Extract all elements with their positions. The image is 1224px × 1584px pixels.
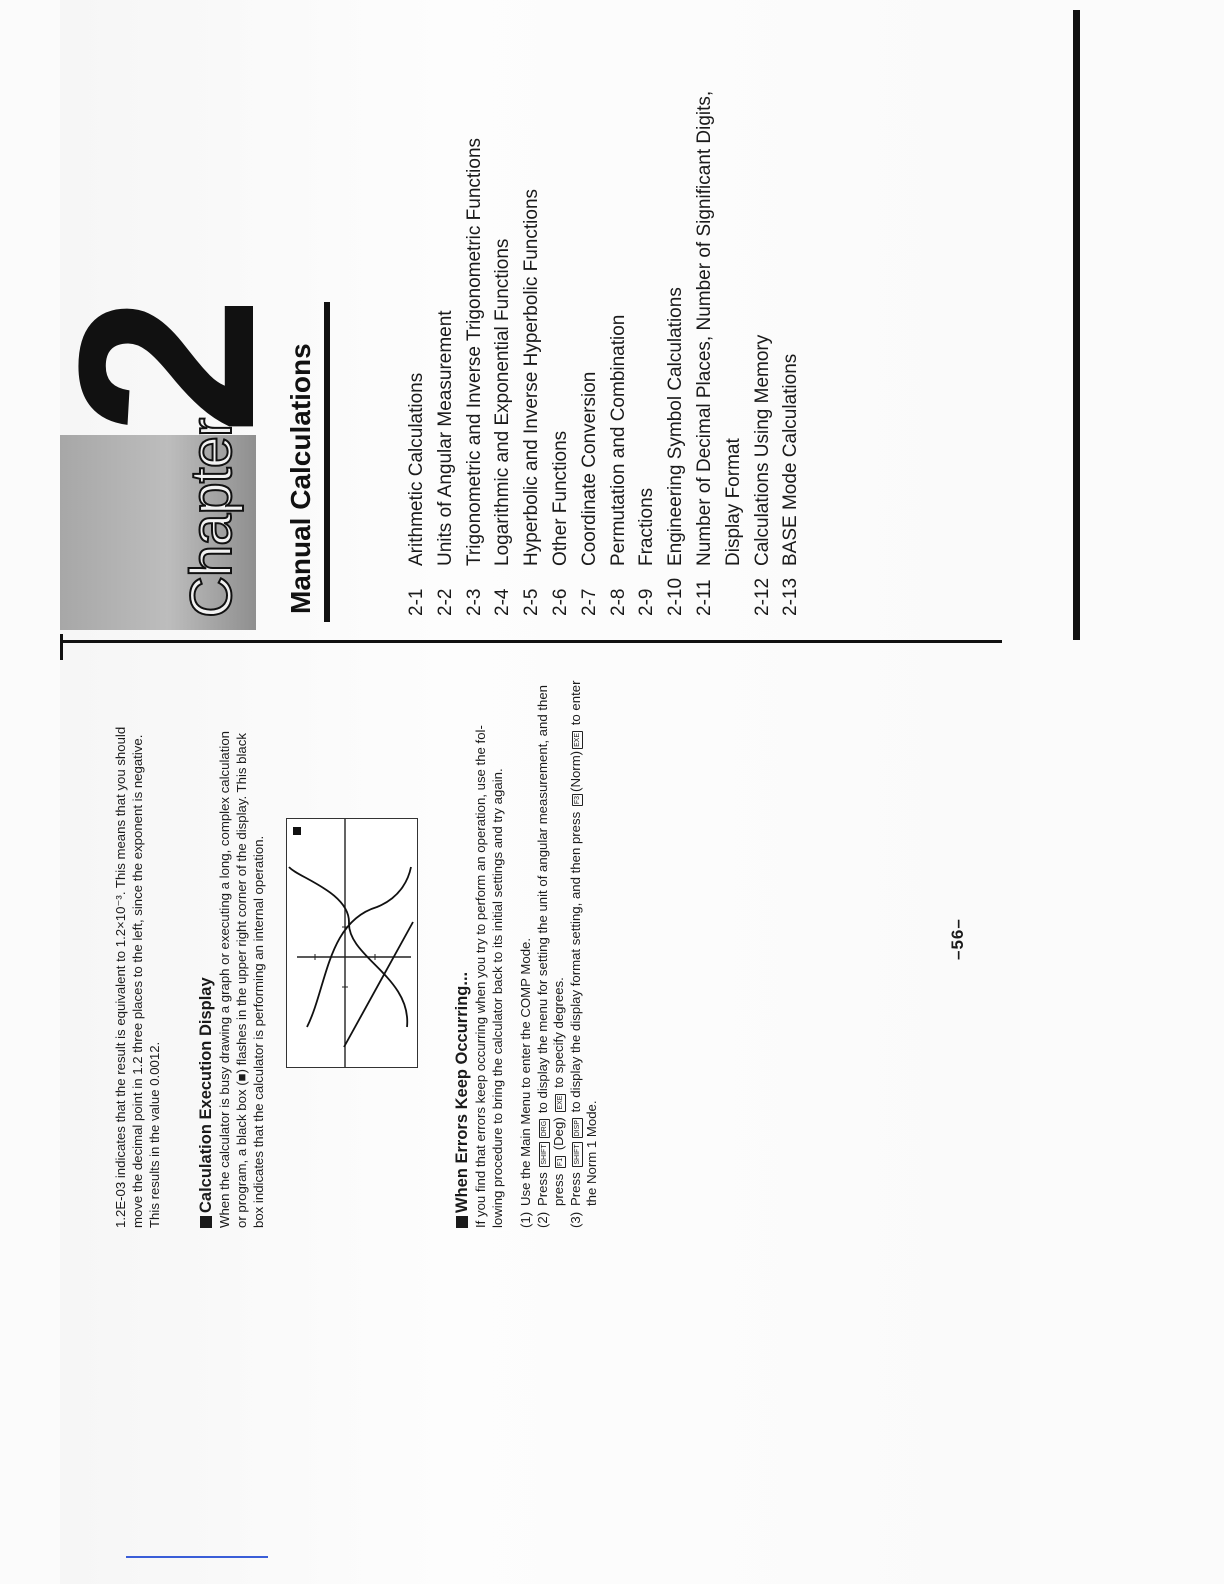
toc-item (691, 86, 749, 616)
step-number (551, 1206, 568, 1228)
toc-label: Coordinate Conversion (578, 371, 600, 566)
cubic-curve (289, 867, 407, 1027)
step-text-part: to specify degrees. (551, 977, 566, 1088)
step-item (535, 628, 552, 1228)
toc-label: Trigonometric and Inverse Trigonometric Functions (463, 137, 485, 566)
intro-line: move the decimal point in 1.2 three places to the left, since the exponent is negative. (130, 734, 145, 1228)
table-of-contents (403, 86, 806, 616)
toc-item (777, 86, 806, 616)
toc-label: Number of Decimal Places, Number of Significant Digits, Display Format (693, 90, 744, 566)
page-divider (60, 640, 1002, 643)
toc-item (633, 86, 662, 616)
chapter-number: 2 (27, 295, 306, 435)
chapter-label-block (60, 418, 256, 630)
toc-number: 2-1 (406, 588, 427, 616)
step-text-part: to display the menu for setting the unit of angular measurement, and then (534, 685, 550, 1114)
disp-key-icon: DISP (573, 1120, 581, 1137)
step-text-part: Press (567, 1172, 583, 1206)
scan-edge-mark (126, 1556, 268, 1558)
toc-number: 2-6 (549, 588, 571, 616)
toc-number: 2-7 (578, 588, 600, 616)
f3-key-icon: F3 (573, 795, 581, 805)
toc-number: 2-3 (463, 588, 485, 616)
toc-number: 2-11 (693, 579, 715, 616)
toc-number: 2-4 (492, 588, 514, 616)
page-number: –56– (948, 918, 967, 960)
step-number: (1) (518, 1211, 533, 1228)
exe-key-icon: EXE (557, 1095, 564, 1110)
step-text-part: Press (534, 1172, 550, 1206)
toc-item (749, 86, 778, 616)
exec-line: When the calculator is busy drawing a graph or executing a long, complex calculation (217, 730, 232, 1228)
chapter-edge-bar (1073, 10, 1080, 640)
toc-label: Arithmetic Calculations (406, 372, 427, 566)
toc-number: 2-9 (636, 588, 658, 616)
section-heading (196, 731, 216, 1228)
toc-number: 2-12 (751, 577, 773, 616)
step-text-part: (Norm) (567, 750, 583, 792)
graph-plot (287, 819, 417, 1067)
toc-item (461, 86, 490, 616)
intro-paragraph (112, 727, 163, 1228)
toc-item (605, 86, 634, 616)
exec-display-section (196, 731, 267, 1228)
left-page (112, 628, 672, 1228)
toc-number: 2-5 (521, 588, 543, 616)
page-divider-tick (60, 634, 63, 660)
toc-item (518, 86, 547, 616)
step-number (584, 1206, 601, 1228)
toc-number: 2-13 (780, 577, 802, 616)
f1-key-icon: F1 (557, 1157, 564, 1167)
step-text: Use the Main Menu to enter the COMP Mode. (518, 937, 533, 1206)
toc-item (489, 86, 518, 616)
step-text-part: press (551, 1173, 566, 1206)
section-heading (452, 628, 472, 1228)
toc-label: Fractions (636, 487, 658, 566)
shift-key-icon: SHIFT (573, 1144, 581, 1165)
exe-key-icon: EXE (573, 732, 581, 747)
toc-item (547, 86, 576, 616)
chapter-label: Chapter (179, 418, 244, 618)
step-item (584, 628, 601, 1228)
intro-line: 1.2E-03 indicates that the result is equivalent to 1.2×10⁻³. This means that you should (113, 726, 128, 1228)
toc-label: Other Functions (549, 430, 571, 566)
toc-number: 2-10 (665, 577, 687, 616)
toc-item (432, 86, 461, 616)
step-number: (3) (567, 1211, 583, 1228)
toc-label: BASE Mode Calculations (780, 353, 802, 566)
step-item (568, 628, 585, 1228)
errors-section (452, 628, 601, 1228)
recovery-steps (518, 628, 601, 1228)
step-text: the Norm 1 Mode. (584, 1100, 599, 1206)
bullet-square-icon (200, 1216, 212, 1228)
errors-heading: When Errors Keep Occurring... (453, 971, 471, 1213)
toc-number: 2-2 (434, 588, 456, 616)
chapter-title: Manual Calculations (285, 343, 316, 614)
toc-label: Calculations Using Memory (751, 334, 773, 566)
step-text-part: to enter (567, 680, 583, 726)
shift-key-icon: SHIFT (540, 1144, 548, 1165)
step-number: (2) (534, 1211, 550, 1228)
step-item (551, 628, 568, 1228)
toc-label: Hyperbolic and Inverse Hyperbolic Functions (521, 188, 543, 566)
step-text-part: (Deg) (551, 1117, 566, 1151)
step-text (551, 977, 568, 1206)
errors-line: If you find that errors keep occurring when you try to perform an operation, use the fol- (473, 725, 488, 1228)
toc-label: Logarithmic and Exponential Functions (492, 238, 514, 566)
busy-indicator-icon (293, 827, 301, 835)
right-page (27, 10, 840, 630)
title-underline (324, 302, 330, 622)
step-text (568, 681, 585, 1207)
exec-line: box indicates that the calculator is performing an internal operation. (251, 835, 266, 1228)
step-text (535, 685, 552, 1206)
intro-line: This results in the value 0.0012. (147, 1041, 162, 1228)
toc-item (403, 86, 432, 616)
drg-key-icon: DRG (540, 1120, 548, 1137)
step-text-part: to display the display format setting, and then press (567, 811, 583, 1113)
exec-display-heading: Calculation Execution Display (197, 977, 215, 1213)
step-item (518, 628, 535, 1228)
toc-label: Engineering Symbol Calculations (665, 287, 687, 566)
toc-item (662, 86, 691, 616)
exec-line: or program, a black box (■) flashes in the upper right corner of the display. This black (234, 733, 249, 1228)
errors-line: lowing procedure to bring the calculator back to its initial settings and try again. (490, 768, 505, 1228)
toc-number: 2-8 (607, 588, 629, 616)
toc-label: Permutation and Combination (607, 314, 629, 566)
calculator-display-graph (286, 818, 418, 1068)
toc-label: Units of Angular Measurement (434, 310, 456, 566)
toc-item (576, 86, 605, 616)
bullet-square-icon (456, 1216, 468, 1228)
